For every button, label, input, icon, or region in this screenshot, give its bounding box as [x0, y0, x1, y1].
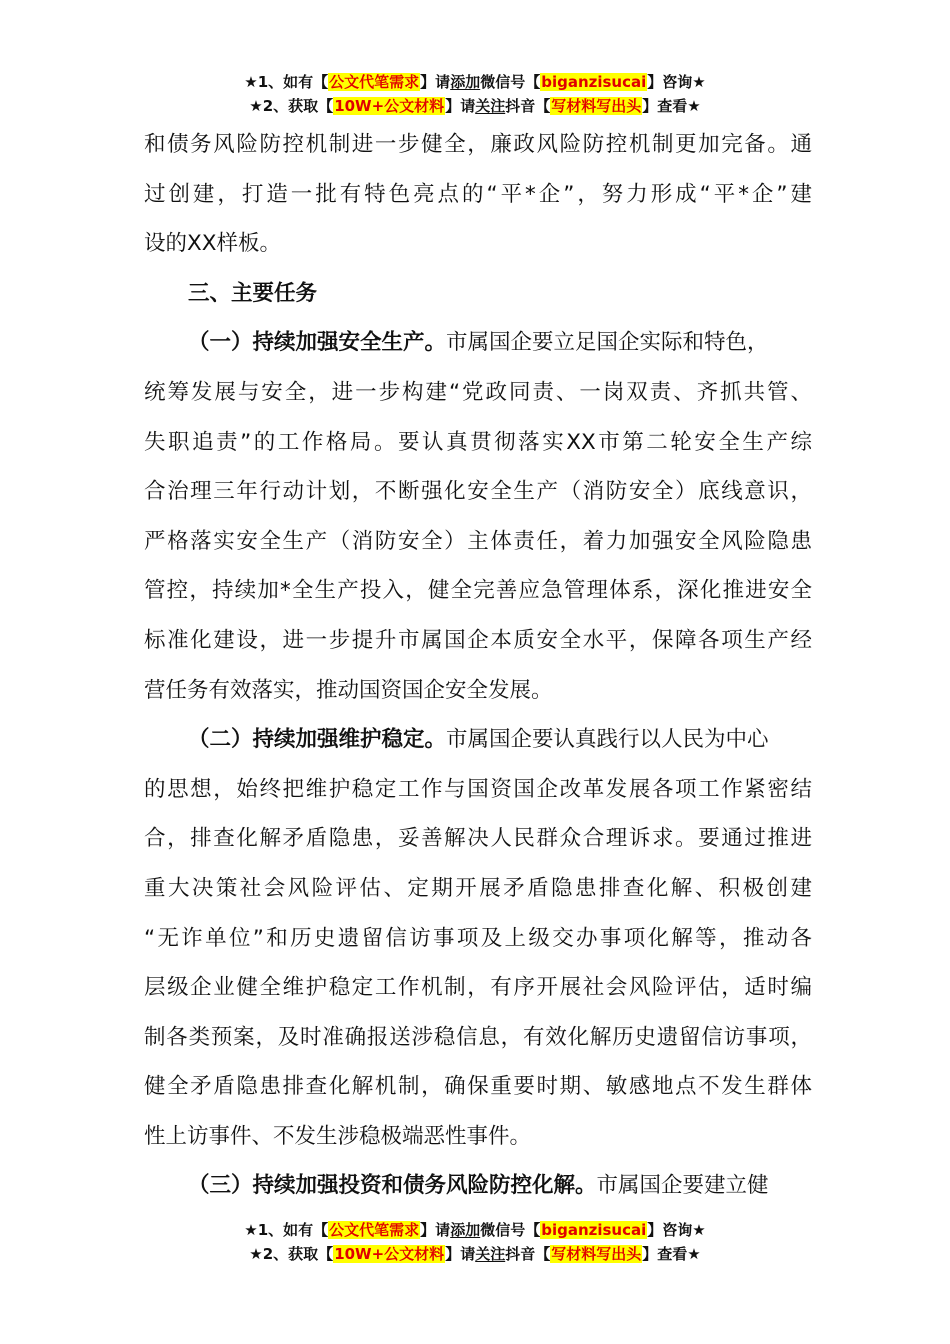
notice-text: 】查看★: [642, 1245, 701, 1263]
body-line: 标准化建设，进一步提升市属国企本质安全水平，保障各项生产经: [144, 627, 812, 653]
footer-notice-line-2: [0, 1242, 950, 1266]
body-line: 层级企业健全维护稳定工作机制，有序开展社会风险评估，适时编: [144, 975, 812, 1001]
notice-text: 】请: [445, 97, 476, 115]
item-2-first-line: [144, 715, 812, 765]
section-heading: 三、主要任务: [188, 280, 318, 306]
notice-text: 微信号【: [480, 73, 541, 91]
notice-text: ★1、如有【: [244, 73, 329, 91]
body-line: 和债务风险防控机制进一步健全，廉政风险防控机制更加完备。通: [144, 132, 812, 157]
body-line: 设的XX样板。: [144, 231, 281, 257]
notice-underlined-text: 关注: [475, 1245, 506, 1263]
body-line: 合，排查化解矛盾隐患，妥善解决人民群众合理诉求。要通过推进: [144, 826, 812, 852]
body-line: 重大决策社会风险评估、定期开展矛盾隐患排查化解、积极创建: [144, 875, 812, 901]
notice-underlined-text: 关注: [475, 97, 506, 115]
notice-highlight: 10W+公文材料: [334, 97, 445, 115]
notice-highlight: 写材料写出头: [551, 1245, 642, 1263]
body-line: 健全矛盾隐患排查化解机制，确保重要时期、敏感地点不发生群体: [144, 1074, 812, 1100]
body-line: 统筹发展与安全，进一步构建“党政同责、一岗双责、齐抓共管、: [144, 379, 812, 405]
header-notice-line-1: [0, 70, 950, 94]
item-1-heading: （一）持续加强安全生产。: [188, 330, 447, 356]
notice-highlight: 10W+公文材料: [334, 1245, 445, 1263]
item-2-heading: （二）持续加强维护稳定。: [188, 727, 447, 753]
notice-text: 微信号【: [480, 1221, 541, 1239]
body-line: 管控，持续加*全生产投入，健全完善应急管理体系，深化推进安全: [144, 578, 812, 604]
notice-highlight: biganzisucai: [541, 1221, 647, 1239]
body-line: 性上访事件、不发生涉稳极端恶性事件。: [144, 1123, 532, 1149]
notice-underlined-text: 添加: [450, 73, 481, 91]
item-3-first-line: [144, 1161, 812, 1211]
notice-text: ★2、获取【: [249, 1245, 334, 1263]
body-line: 严格落实安全生产（消防安全）主体责任，着力加强安全风险隐患: [144, 528, 812, 554]
item-3-text: 市属国企要建立健: [596, 1173, 769, 1199]
notice-highlight: 写材料写出头: [551, 97, 642, 115]
body-line: 过创建，打造一批有特色亮点的“平*企”，努力形成“平*企”建: [144, 181, 812, 207]
notice-text: 抖音【: [505, 1245, 551, 1263]
document-body: [144, 120, 812, 1211]
body-line: 失职追责”的工作格局。要认真贯彻落实XX市第二轮安全生产综: [144, 429, 812, 455]
notice-text: 】请: [445, 1245, 476, 1263]
notice-text: 】咨询★: [647, 1221, 706, 1239]
body-line: 营任务有效落实，推动国资国企安全发展。: [144, 677, 553, 703]
notice-text: 】请: [420, 1221, 451, 1239]
item-1-text: 市属国企要立足国企实际和特色，: [446, 330, 769, 356]
item-2-text: 市属国企要认真践行以人民为中心: [446, 727, 769, 753]
body-line: 合治理三年行动计划，不断强化安全生产（消防安全）底线意识，: [144, 479, 812, 505]
notice-highlight: 公文代笔需求: [329, 1221, 420, 1239]
notice-highlight: 公文代笔需求: [329, 73, 420, 91]
notice-underlined-text: 添加: [450, 1221, 481, 1239]
notice-highlight: biganzisucai: [541, 73, 647, 91]
notice-text: 】查看★: [642, 97, 701, 115]
notice-text: 】咨询★: [647, 73, 706, 91]
header-notice-line-2: [0, 94, 950, 118]
notice-text: ★1、如有【: [244, 1221, 329, 1239]
notice-text: 抖音【: [505, 97, 551, 115]
body-line: 制各类预案，及时准确报送涉稳信息，有效化解历史遗留信访事项，: [144, 1024, 812, 1050]
footer-notice-line-1: [0, 1218, 950, 1242]
notice-text: ★2、获取【: [249, 97, 334, 115]
body-line: 的思想，始终把维护稳定工作与国资国企改革发展各项工作紧密结: [144, 776, 812, 802]
notice-text: 】请: [420, 73, 451, 91]
item-1-first-line: [144, 318, 812, 368]
body-line: “无诈单位”和历史遗留信访事项及上级交办事项化解等，推动各: [144, 925, 812, 951]
item-3-heading: （三）持续加强投资和债务风险防控化解。: [188, 1173, 597, 1199]
